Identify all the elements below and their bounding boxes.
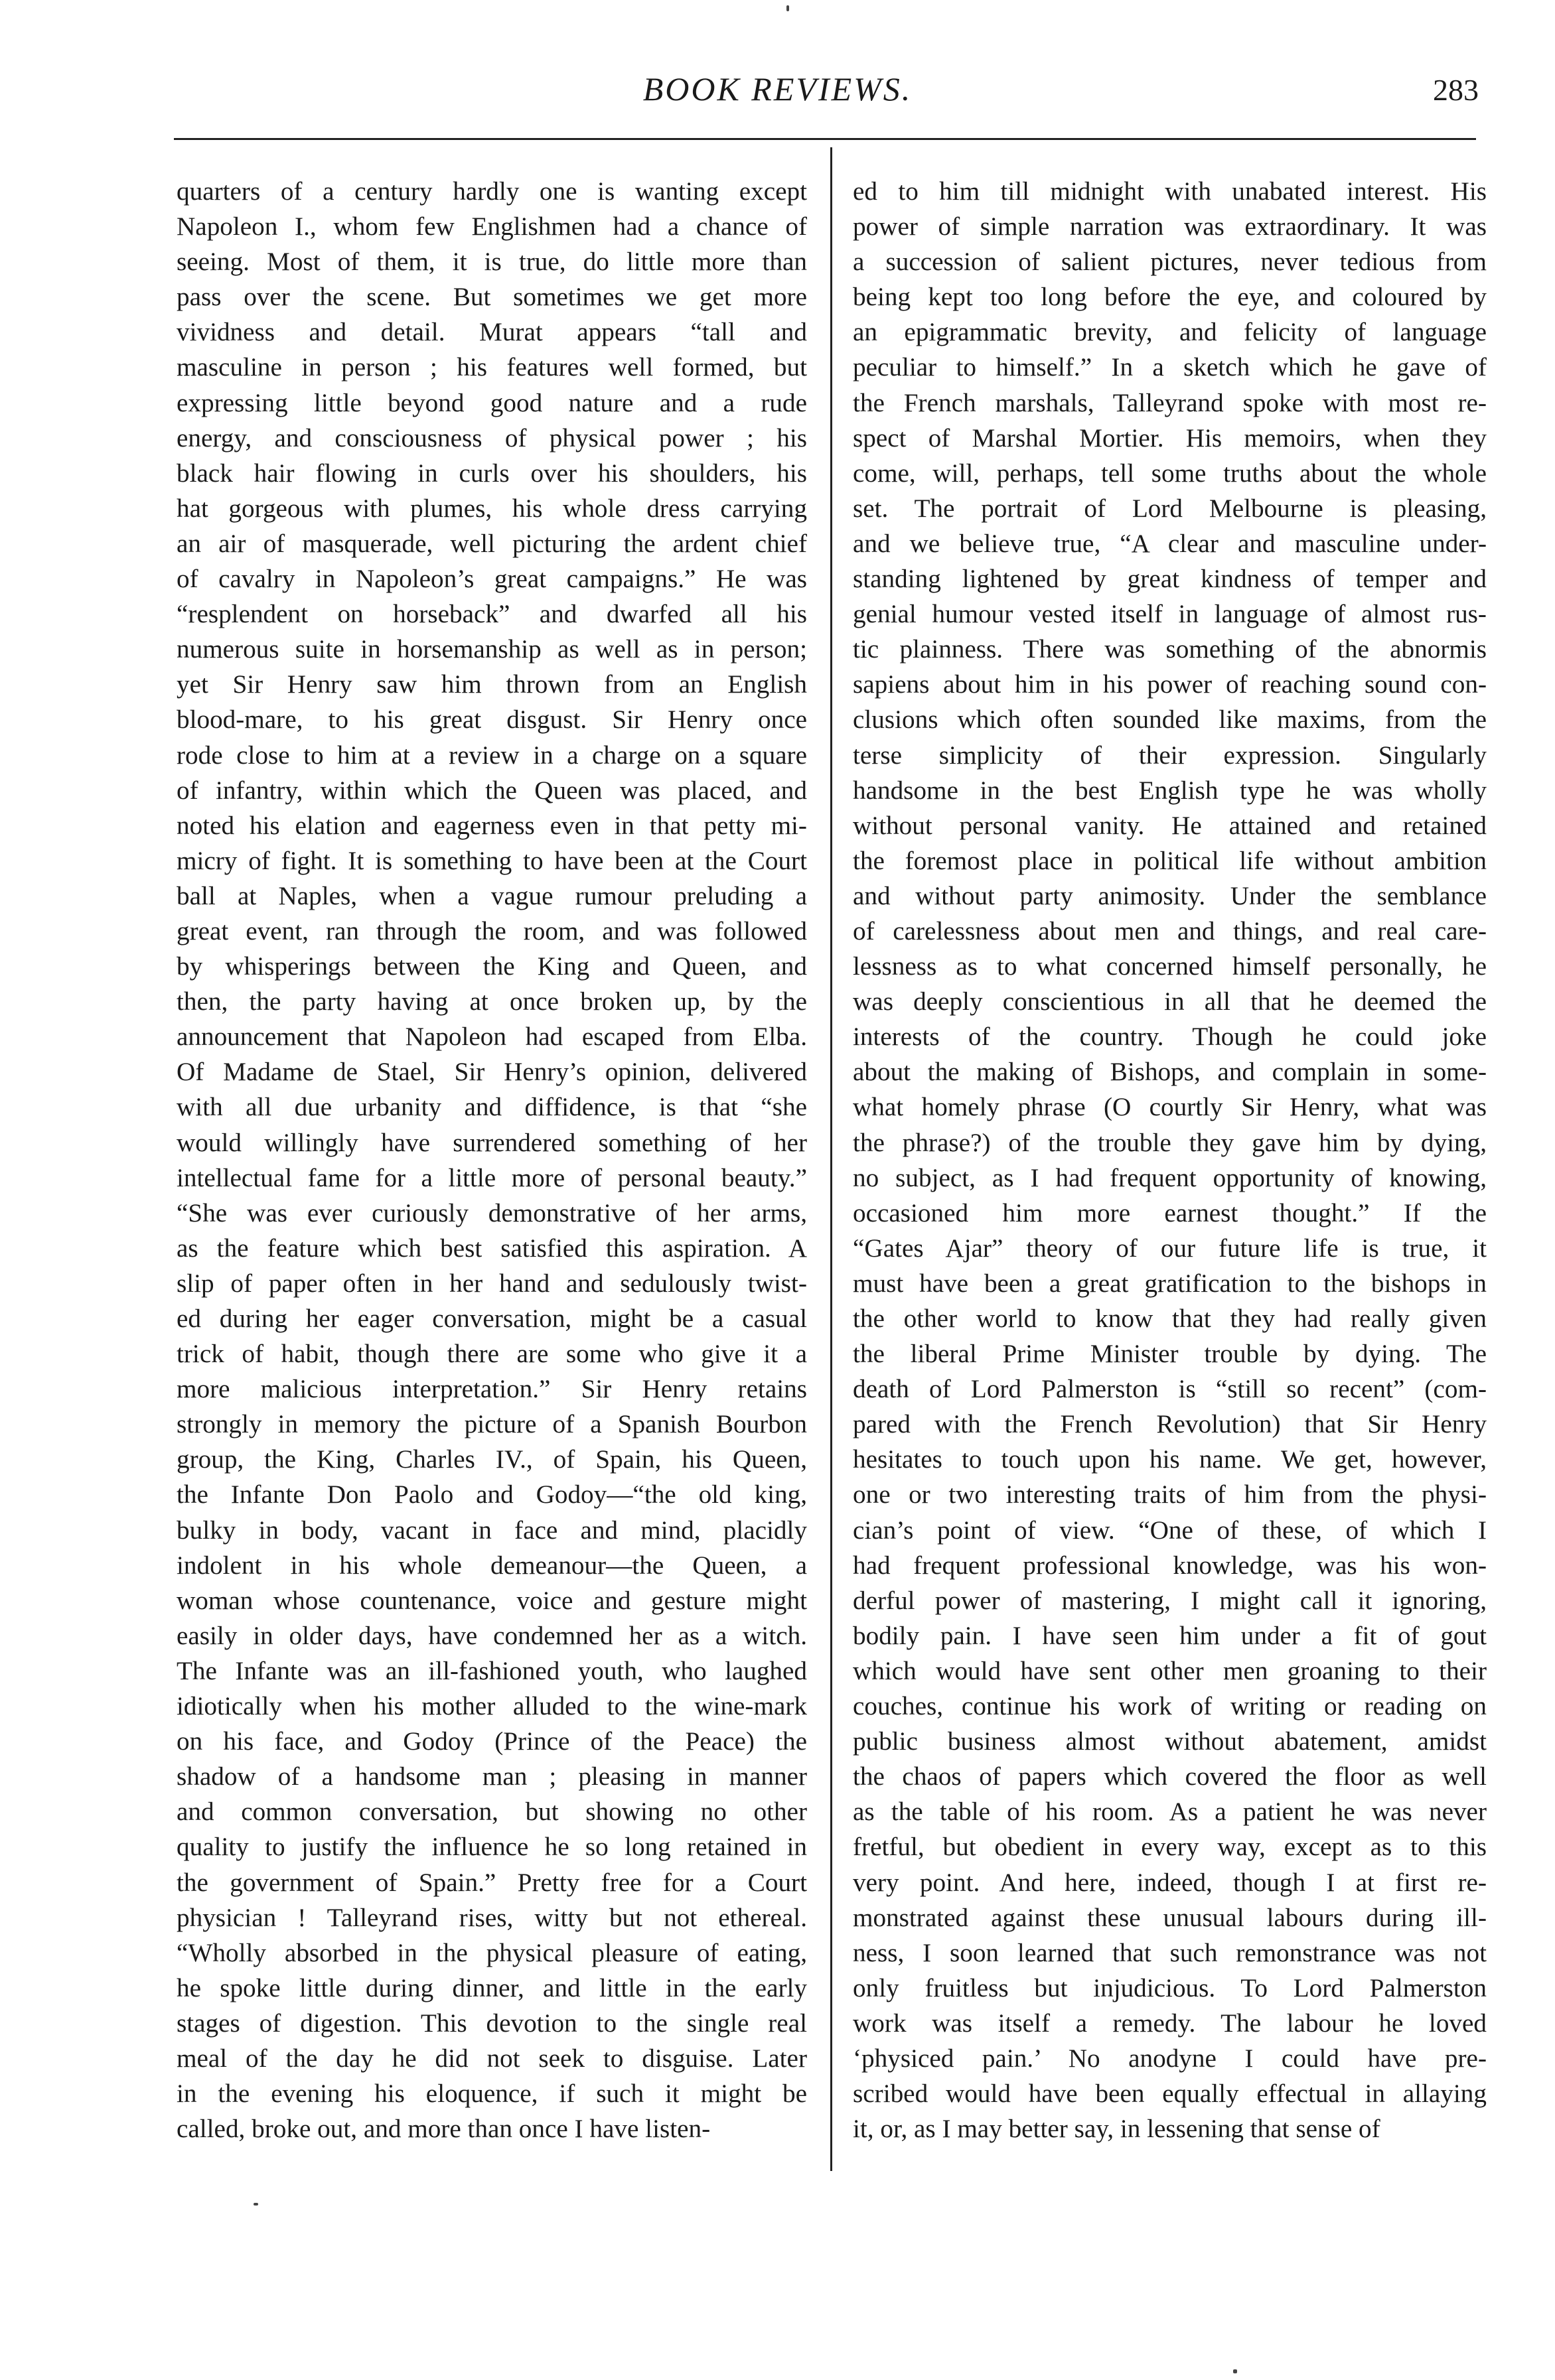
text-line: hesitates to touch upon his name. We get, however, — [853, 1445, 1487, 1474]
text-line: would willingly have surrendered something of her — [177, 1128, 807, 1157]
text-line: the other world to know that they had really given — [853, 1304, 1487, 1333]
header-rule — [174, 138, 1476, 140]
text-line: it, or, as I may better say, in lessening that sense of — [853, 2115, 1380, 2144]
text-line: great event, ran through the room, and was followed — [177, 916, 807, 945]
text-line: masculine in person ; his features well formed, but — [177, 353, 807, 382]
text-line: the liberal Prime Minister trouble by dying. The — [853, 1340, 1487, 1369]
text-line: the government of Spain.” Pretty free for a Court — [177, 1868, 807, 1897]
text-line: set. The portrait of Lord Melbourne is pleasing, — [853, 494, 1487, 523]
text-line: trick of habit, though there are some who give it a — [177, 1340, 807, 1369]
text-line: terse simplicity of their expression. Singularly — [853, 740, 1487, 770]
text-line: “She was ever curiously demonstrative of her arms, — [177, 1198, 807, 1227]
text-line: stages of digestion. This devotion to the single real — [177, 2008, 807, 2038]
text-line: slip of paper often in her hand and sedulously twist- — [177, 1269, 807, 1298]
text-line: and we believe true, “A clear and masculine under- — [853, 529, 1487, 558]
text-line: ed during her eager conversation, might be a casual — [177, 1304, 807, 1333]
text-line: occasioned him more earnest thought.” If the — [853, 1198, 1487, 1227]
text-line: scribed would have been equally effectual in allaying — [853, 2079, 1487, 2109]
text-line: vividness and detail. Murat appears “tall and — [177, 318, 807, 347]
text-line: group, the King, Charles IV., of Spain, his Queen, — [177, 1445, 807, 1474]
text-line: Napoleon I., whom few Englishmen had a chance of — [177, 212, 807, 242]
text-line: intellectual fame for a little more of personal beauty.” — [177, 1163, 807, 1192]
right-column — [853, 174, 1487, 2146]
text-line: no subject, as I had frequent opportunity of knowing, — [853, 1163, 1487, 1192]
text-line: physician ! Talleyrand rises, witty but not ethereal. — [177, 1903, 807, 1932]
text-line: pared with the French Revolution) that Sir Henry — [853, 1410, 1487, 1439]
text-line: monstrated against these unusual labours during ill- — [853, 1903, 1487, 1932]
text-line: one or two interesting traits of him from the physi- — [853, 1480, 1487, 1509]
text-line: power of simple narration was extraordinary. It was — [853, 212, 1487, 242]
text-line: The Infante was an ill-fashioned youth, who laughed — [177, 1656, 807, 1685]
text-line: yet Sir Henry saw him thrown from an English — [177, 670, 807, 699]
text-line: rode close to him at a review in a charge on a square — [177, 740, 807, 770]
text-line: spect of Marshal Mortier. His memoirs, when they — [853, 423, 1487, 453]
running-title: BOOK REVIEWS. — [642, 70, 913, 107]
text-line: quarters of a century hardly one is wanting except — [177, 177, 807, 206]
text-line: clusions which often sounded like maxims, from the — [853, 705, 1487, 735]
text-line: death of Lord Palmerston is “still so recent” (com- — [853, 1375, 1487, 1404]
text-line: in the evening his eloquence, if such it might be — [177, 2079, 807, 2109]
text-line: which would have sent other men groaning to their — [853, 1656, 1487, 1685]
text-line: shadow of a handsome man ; pleasing in manner — [177, 1762, 807, 1791]
text-line: ness, I soon learned that such remonstrance was not — [853, 1938, 1487, 1967]
text-line: by whisperings between the King and Queen, and — [177, 952, 807, 981]
text-line: “Gates Ajar” theory of our future life is true, it — [853, 1233, 1487, 1263]
text-line: micry of fight. It is something to have been at the Court — [177, 846, 807, 875]
text-line: seeing. Most of them, it is true, do little more than — [177, 247, 807, 277]
text-line: he spoke little during dinner, and little in the early — [177, 1973, 807, 2002]
text-line: black hair flowing in curls over his shoulders, his — [177, 458, 807, 488]
text-line: more malicious interpretation.” Sir Henry retains — [177, 1375, 807, 1404]
text-line: and common conversation, but showing no other — [177, 1797, 807, 1827]
print-speck — [254, 2203, 258, 2205]
text-line: bulky in body, vacant in face and mind, placidly — [177, 1515, 807, 1545]
text-line: idiotically when his mother alluded to the wine-mark — [177, 1692, 807, 1721]
text-line: quality to justify the influence he so long retained in — [177, 1833, 807, 1862]
text-line: called, broke out, and more than once I have listen- — [177, 2115, 711, 2144]
text-line: and without party animosity. Under the semblance — [853, 881, 1487, 910]
text-line: the phrase?) of the trouble they gave him by dying, — [853, 1128, 1487, 1157]
text-line: ball at Naples, when a vague rumour preluding a — [177, 881, 807, 910]
text-line: indolent in his whole demeanour—the Queen, a — [177, 1551, 807, 1580]
text-line: only fruitless but injudicious. To Lord Palmerston — [853, 1973, 1487, 2002]
page-number: 283 — [1433, 73, 1479, 107]
text-line: fretful, but obedient in every way, except as to this — [853, 1833, 1487, 1862]
text-line: of infantry, within which the Queen was placed, and — [177, 776, 807, 805]
left-column — [177, 174, 807, 2146]
text-line: woman whose countenance, voice and gesture might — [177, 1586, 807, 1615]
text-line: energy, and consciousness of physical power ; his — [177, 423, 807, 453]
text-line: of carelessness about men and things, and real care- — [853, 916, 1487, 945]
text-line: about the making of Bishops, and complain in some- — [853, 1058, 1487, 1087]
text-line: the chaos of papers which covered the floor as well — [853, 1762, 1487, 1791]
text-line: the French marshals, Talleyrand spoke with most re- — [853, 388, 1487, 417]
text-line: on his face, and Godoy (Prince of the Peace) the — [177, 1727, 807, 1756]
running-head — [0, 70, 1555, 123]
text-line: being kept too long before the eye, and coloured by — [853, 283, 1487, 312]
text-line: a succession of salient pictures, never tedious from — [853, 247, 1487, 277]
text-line: tic plainness. There was something of the abnormis — [853, 635, 1487, 664]
print-speck — [1233, 2369, 1237, 2373]
text-line: must have been a great gratification to the bishops in — [853, 1269, 1487, 1298]
text-line: handsome in the best English type he was wholly — [853, 776, 1487, 805]
text-line: numerous suite in horsemanship as well as in person; — [177, 635, 807, 664]
text-line: easily in older days, have condemned her as a witch. — [177, 1621, 807, 1650]
text-line: as the table of his room. As a patient he was never — [853, 1797, 1487, 1827]
column-divider — [830, 147, 832, 2171]
text-line: public business almost without abatement, amidst — [853, 1727, 1487, 1756]
text-line: pass over the scene. But sometimes we get more — [177, 283, 807, 312]
text-line: “resplendent on horseback” and dwarfed all his — [177, 600, 807, 629]
text-line: hat gorgeous with plumes, his whole dress carrying — [177, 494, 807, 523]
text-line: was deeply conscientious in all that he deemed the — [853, 987, 1487, 1016]
text-line: cian’s point of view. “One of these, of which I — [853, 1515, 1487, 1545]
text-line: of cavalry in Napoleon’s great campaigns.” He was — [177, 565, 807, 594]
text-line: very point. And here, indeed, though I at first re- — [853, 1868, 1487, 1897]
text-line: sapiens about him in his power of reaching sound con- — [853, 670, 1487, 699]
text-line: lessness as to what concerned himself personally, he — [853, 952, 1487, 981]
text-line: ed to him till midnight with unabated interest. His — [853, 177, 1487, 206]
text-line: meal of the day he did not seek to disguise. Later — [177, 2044, 807, 2073]
text-line: an epigrammatic brevity, and felicity of language — [853, 318, 1487, 347]
text-line: “Wholly absorbed in the physical pleasure of eating, — [177, 1938, 807, 1967]
text-line: as the feature which best satisfied this aspiration. A — [177, 1233, 807, 1263]
text-line: had frequent professional knowledge, was his won- — [853, 1551, 1487, 1580]
text-line: interests of the country. Though he could joke — [853, 1022, 1487, 1052]
text-line: noted his elation and eagerness even in that petty mi- — [177, 811, 807, 840]
text-line: an air of masquerade, well picturing the ardent chief — [177, 529, 807, 558]
text-line: genial humour vested itself in language of almost rus- — [853, 600, 1487, 629]
text-line: the foremost place in political life without ambition — [853, 846, 1487, 875]
text-line: then, the party having at once broken up, by the — [177, 987, 807, 1016]
text-line: expressing little beyond good nature and a rude — [177, 388, 807, 417]
text-line: work was itself a remedy. The labour he loved — [853, 2008, 1487, 2038]
text-line: peculiar to himself.” In a sketch which he gave of — [853, 353, 1487, 382]
text-line: derful power of mastering, I might call it ignoring, — [853, 1586, 1487, 1615]
text-line: the Infante Don Paolo and Godoy—“the old king, — [177, 1480, 807, 1509]
text-line: Of Madame de Stael, Sir Henry’s opinion, delivered — [177, 1058, 807, 1087]
text-line: blood-mare, to his great disgust. Sir Henry once — [177, 705, 807, 735]
text-line: couches, continue his work of writing or reading on — [853, 1692, 1487, 1721]
text-line: standing lightened by great kindness of temper and — [853, 565, 1487, 594]
text-line: strongly in memory the picture of a Spanish Bourbon — [177, 1410, 807, 1439]
text-line: bodily pain. I have seen him under a fit of gout — [853, 1621, 1487, 1650]
text-line: ‘physiced pain.’ No anodyne I could have pre- — [853, 2044, 1487, 2073]
text-line: without personal vanity. He attained and retained — [853, 811, 1487, 840]
text-line: come, will, perhaps, tell some truths about the whole — [853, 458, 1487, 488]
text-line: with all due urbanity and diffidence, is that “she — [177, 1093, 807, 1122]
print-speck — [786, 5, 789, 11]
text-line: announcement that Napoleon had escaped from Elba. — [177, 1022, 807, 1052]
text-line: what homely phrase (O courtly Sir Henry, what was — [853, 1093, 1487, 1122]
